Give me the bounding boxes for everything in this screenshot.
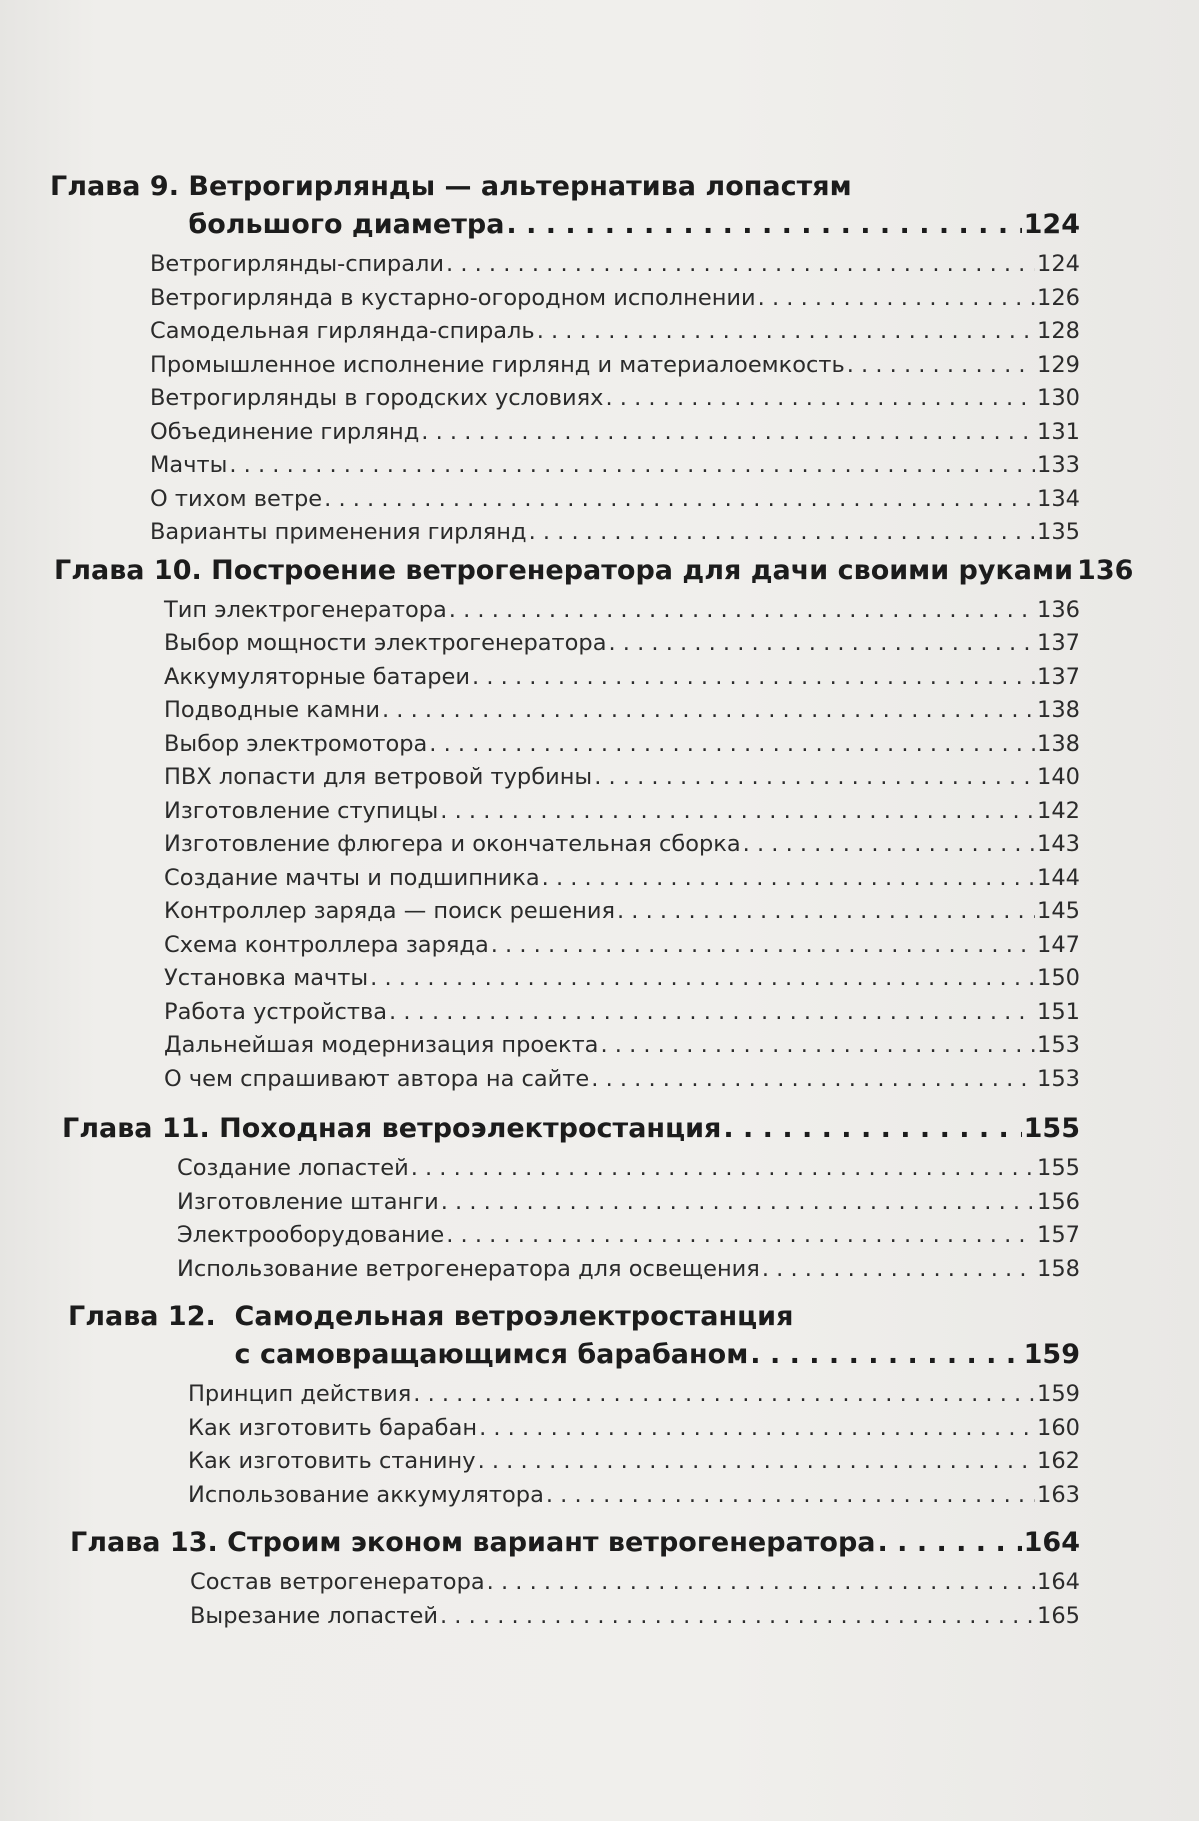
dot-leader	[600, 1029, 1035, 1063]
dot-leader	[506, 206, 1021, 244]
chapter-entries	[177, 1152, 1080, 1286]
toc-entry	[190, 1566, 1080, 1600]
toc-entry	[164, 594, 1080, 628]
chapter-page-number: 159	[1023, 1339, 1080, 1370]
chapter-title-text: с самовращающимся барабаном	[234, 1339, 749, 1370]
dot-leader	[487, 1566, 1035, 1600]
toc-entry	[150, 282, 1080, 316]
chapter-label: Глава 9.	[50, 171, 189, 202]
dot-leader	[446, 248, 1035, 282]
chapter-title-text: Походная ветроэлектростанция	[219, 1113, 722, 1144]
toc-entry-title: Выбор электромотора	[164, 730, 428, 757]
dot-leader	[429, 728, 1035, 762]
chapter-title-line	[188, 168, 1080, 206]
toc-entry-title: Ветрогирлянда в кустарно-огородном исполнении	[150, 284, 756, 311]
toc-entry	[164, 895, 1080, 929]
toc-entry-page-number: 136	[1037, 596, 1080, 623]
toc-entry	[164, 661, 1080, 695]
toc-entry-title: Как изготовить барабан	[188, 1414, 478, 1441]
toc-entry-page-number: 144	[1037, 864, 1080, 891]
chapter-11	[62, 1110, 1080, 1286]
chapter-page-number: 155	[1023, 1113, 1080, 1144]
toc-entry-title: Использование аккумулятора	[188, 1481, 544, 1508]
dot-leader	[440, 1600, 1035, 1634]
chapter-title	[219, 1110, 1080, 1148]
table-of-contents	[50, 168, 1134, 1633]
chapter-entries	[188, 1378, 1080, 1512]
toc-entry	[164, 862, 1080, 896]
toc-entry	[188, 1412, 1080, 1446]
toc-entry-page-number: 129	[1037, 351, 1080, 378]
toc-entry-page-number: 130	[1037, 385, 1080, 411]
chapter-title-line	[227, 1524, 1080, 1562]
toc-entry-title: Дальнейшая модернизация проекта	[164, 1032, 599, 1058]
chapter-entries	[150, 248, 1080, 550]
toc-entry	[150, 248, 1080, 282]
toc-entry-page-number: 137	[1037, 630, 1080, 656]
dot-leader	[370, 962, 1035, 996]
dot-leader	[411, 1152, 1035, 1186]
dot-leader	[750, 1336, 1021, 1374]
chapter-title	[211, 552, 1134, 590]
toc-entry-page-number: 165	[1037, 1602, 1080, 1629]
toc-entry-page-number: 153	[1037, 1065, 1080, 1092]
chapter-title-line	[219, 1110, 1080, 1148]
toc-entry	[188, 1479, 1080, 1513]
dot-leader	[743, 828, 1035, 862]
toc-entry	[150, 382, 1080, 416]
dot-leader	[723, 1110, 1021, 1148]
toc-entry-title: Варианты применения гирлянд	[150, 519, 527, 545]
toc-entry-title: Создание мачты и подшипника	[164, 864, 540, 891]
toc-entry	[150, 349, 1080, 383]
toc-entry-page-number: 160	[1037, 1414, 1080, 1441]
toc-entry-title: Подводные камни	[164, 697, 380, 723]
chapter-heading	[62, 1110, 1080, 1148]
toc-entry-title: Аккумуляторные батареи	[164, 663, 471, 690]
toc-entry	[164, 627, 1080, 661]
dot-leader	[446, 1219, 1035, 1253]
dot-leader	[229, 449, 1035, 483]
toc-entry-title: Электрооборудование	[177, 1222, 445, 1248]
dot-leader	[324, 483, 1035, 517]
chapter-page-number: 164	[1023, 1527, 1080, 1558]
toc-entry-page-number: 140	[1037, 764, 1080, 790]
toc-entry-page-number: 142	[1037, 797, 1080, 824]
dot-leader	[479, 1412, 1035, 1446]
toc-entry-title: Принцип действия	[188, 1381, 412, 1407]
dot-leader	[529, 516, 1035, 550]
toc-entry-page-number: 137	[1037, 663, 1080, 690]
dot-leader	[413, 1378, 1035, 1412]
chapter-heading	[54, 552, 1134, 590]
toc-entry-page-number: 131	[1037, 418, 1080, 445]
toc-entry-title: Изготовление флюгера и окончательная сборка	[164, 831, 741, 857]
toc-entry-title: Как изготовить станину	[188, 1448, 476, 1474]
dot-leader	[542, 862, 1035, 896]
toc-entry	[164, 795, 1080, 829]
dot-leader	[617, 895, 1035, 929]
dot-leader	[537, 315, 1035, 349]
toc-entry-page-number: 157	[1037, 1222, 1080, 1248]
toc-entry-page-number: 151	[1037, 998, 1080, 1025]
chapter-title-line	[235, 1298, 1080, 1336]
toc-entry-page-number: 138	[1037, 697, 1080, 723]
chapter-title-text: Строим эконом вариант ветрогенератора	[227, 1527, 876, 1558]
toc-entry	[164, 962, 1080, 996]
dot-leader	[605, 382, 1035, 416]
dot-leader	[421, 416, 1035, 450]
dot-leader	[762, 1253, 1035, 1287]
toc-entry	[177, 1152, 1080, 1186]
toc-entry-title: Контроллер заряда — поиск решения	[164, 898, 615, 924]
toc-entry-page-number: 133	[1037, 452, 1080, 478]
chapter-label: Глава 10.	[54, 554, 212, 586]
toc-entry-page-number: 134	[1037, 485, 1080, 512]
chapter-label: Глава 13.	[70, 1527, 228, 1558]
toc-entry-page-number: 124	[1037, 251, 1080, 277]
toc-entry	[150, 516, 1080, 550]
toc-entry	[164, 694, 1080, 728]
toc-entry-page-number: 145	[1037, 898, 1080, 924]
toc-entry-page-number: 147	[1037, 931, 1080, 958]
toc-entry-page-number: 128	[1037, 318, 1080, 344]
toc-entry-title: О тихом ветре	[150, 485, 323, 512]
toc-entry-page-number: 164	[1037, 1569, 1080, 1595]
toc-entry-page-number: 153	[1037, 1032, 1080, 1058]
chapter-label: Глава 12.	[68, 1301, 235, 1332]
toc-entry	[164, 728, 1080, 762]
chapter-page-number: 136	[1077, 554, 1134, 586]
chapter-label: Глава 11.	[62, 1113, 220, 1144]
chapter-title-text: большого диаметра	[188, 209, 505, 240]
toc-entry-title: Состав ветрогенератора	[190, 1569, 485, 1595]
toc-entry-title: Установка мачты	[164, 965, 369, 991]
toc-entry	[150, 315, 1080, 349]
dot-leader	[441, 1186, 1035, 1220]
toc-entry-title: Ветрогирлянды в городских условиях	[150, 385, 604, 411]
chapter-10	[54, 552, 1134, 1097]
dot-leader	[491, 929, 1035, 963]
toc-entry-title: Самодельная гирлянда-спираль	[150, 318, 535, 344]
toc-entry-page-number: 138	[1037, 730, 1080, 757]
toc-entry-page-number: 135	[1037, 519, 1080, 545]
toc-entry-page-number: 150	[1037, 965, 1080, 991]
dot-leader	[472, 661, 1035, 695]
dot-leader	[389, 996, 1035, 1030]
chapter-page-number: 124	[1023, 209, 1080, 240]
dot-leader	[546, 1479, 1035, 1513]
toc-entry	[150, 416, 1080, 450]
toc-entry-title: Использование ветрогенератора для освещения	[177, 1255, 760, 1282]
toc-entry	[164, 1029, 1080, 1063]
chapter-title-line	[188, 206, 1080, 244]
toc-entry-page-number: 156	[1037, 1188, 1080, 1215]
dot-leader	[609, 627, 1036, 661]
toc-entry-page-number: 159	[1037, 1381, 1080, 1407]
dot-leader	[847, 349, 1035, 383]
toc-entry	[177, 1253, 1080, 1287]
toc-entry-page-number: 143	[1037, 831, 1080, 857]
chapter-title-text: Ветрогирлянды — альтернатива лопастям	[188, 171, 852, 202]
toc-entry-title: Работа устройства	[164, 998, 388, 1025]
toc-entry-page-number: 163	[1037, 1481, 1080, 1508]
chapter-title-text: Построение ветрогенератора для дачи своими руками	[211, 554, 1074, 586]
chapter-title	[227, 1524, 1080, 1562]
toc-entry-title: Создание лопастей	[177, 1155, 409, 1181]
chapter-title-line	[211, 552, 1134, 590]
toc-entry	[164, 929, 1080, 963]
chapter-title-text: Самодельная ветроэлектростанция	[234, 1301, 794, 1332]
toc-entry	[164, 761, 1080, 795]
chapter-heading	[50, 168, 1080, 244]
chapter-heading	[68, 1298, 1080, 1374]
toc-entry-page-number: 126	[1037, 284, 1080, 311]
toc-entry	[188, 1378, 1080, 1412]
toc-entry-title: Объединение гирлянд	[150, 418, 420, 445]
toc-entry-title: ПВХ лопасти для ветровой турбины	[164, 764, 593, 790]
toc-entry-title: Выбор мощности электрогенератора	[164, 630, 607, 656]
toc-entry-page-number: 158	[1037, 1255, 1080, 1282]
toc-entry-title: Схема контроллера заряда	[164, 931, 489, 958]
toc-entry	[190, 1600, 1080, 1634]
chapter-heading	[70, 1524, 1080, 1562]
toc-entry-title: Изготовление ступицы	[164, 797, 439, 824]
toc-entry-title: Тип электрогенератора	[164, 596, 447, 623]
dot-leader	[382, 694, 1035, 728]
toc-entry	[177, 1186, 1080, 1220]
toc-entry-title: Ветрогирлянды-спирали	[150, 251, 445, 277]
toc-entry-page-number: 162	[1037, 1448, 1080, 1474]
toc-entry	[164, 996, 1080, 1030]
chapter-9	[50, 168, 1080, 550]
dot-leader	[878, 1524, 1022, 1562]
dot-leader	[591, 1063, 1035, 1097]
chapter-entries	[164, 594, 1080, 1097]
chapter-title	[188, 168, 1080, 244]
toc-entry-title: Мачты	[150, 452, 228, 478]
toc-entry-title: Вырезание лопастей	[190, 1602, 438, 1629]
dot-leader	[758, 282, 1035, 316]
dot-leader	[440, 795, 1035, 829]
toc-entry	[164, 1063, 1080, 1097]
chapter-title-line	[235, 1336, 1080, 1374]
toc-entry-title: Изготовление штанги	[177, 1188, 439, 1215]
toc-entry	[164, 828, 1080, 862]
toc-entry	[177, 1219, 1080, 1253]
chapter-13	[70, 1524, 1080, 1633]
chapter-title	[235, 1298, 1080, 1374]
dot-leader	[594, 761, 1035, 795]
toc-entry	[150, 483, 1080, 517]
toc-entry	[150, 449, 1080, 483]
toc-entry-title: О чем спрашивают автора на сайте	[164, 1065, 590, 1092]
dot-leader	[449, 594, 1035, 628]
chapter-12	[68, 1298, 1080, 1512]
toc-entry	[188, 1445, 1080, 1479]
toc-entry-title: Промышленное исполнение гирлянд и материалоемкость	[150, 351, 845, 378]
toc-entry-page-number: 155	[1037, 1155, 1080, 1181]
chapter-entries	[190, 1566, 1080, 1633]
dot-leader	[478, 1445, 1035, 1479]
